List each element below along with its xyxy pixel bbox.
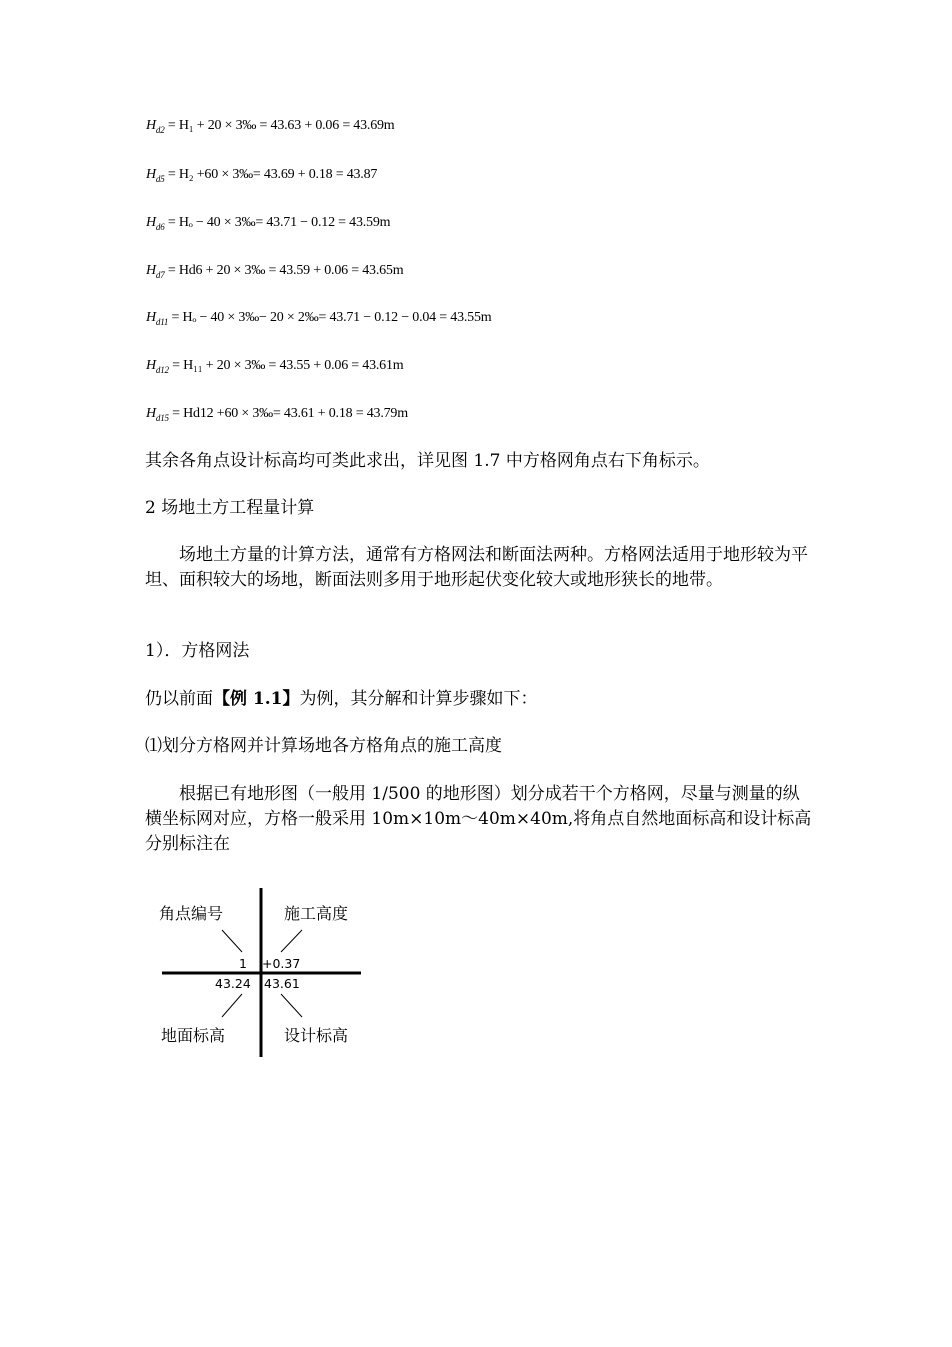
label-design-elevation: 设计标高 [284,1026,349,1045]
value-corner-no: 1 [239,956,247,971]
label-corner-no: 角点编号 [159,904,224,923]
formula-rhs: = Hₒ − 40 × 3‰= 43.71 − 0.12 = 43.59m [167,215,391,230]
step-heading-grid-division: ⑴划分方格网并计算场地各方格角点的施工高度 [145,736,502,756]
formula-hd6 [146,214,390,236]
formula-subscript: d11 [155,317,169,327]
formula-rhs: = Hd6 + 20 × 3‰ = 43.59 + 0.06 = 43.65m [167,263,404,278]
formula-symbol: H [146,167,156,182]
formula-rhs: = H₁₁ + 20 × 3‰ = 43.55 + 0.06 = 43.61m [172,358,404,373]
formula-symbol: H [146,310,156,325]
formula-hd12 [146,357,403,379]
formula-subscript: d7 [155,270,165,280]
pointer-line-construction-height [281,930,302,952]
paragraph-grid-division-description: 根据已有地形图（一般用 1/500 的地形图）划分成若干个方格网，尽量与测量的纵横坐标网对应，方格一般采用 10m×10m～40m×40m,将角点自然地面标高和设计标高分别标注在 [145,784,812,854]
formula-subscript: d15 [155,413,169,423]
example-text-post: 为例，其分解和计算步骤如下： [299,689,538,709]
example-reference-link: 【例 1.1】 [213,689,300,709]
corner-annotation-svg [150,885,380,1065]
formula-hd11 [146,309,491,331]
formula-subscript: d2 [155,125,165,135]
formula-symbol: H [146,406,156,421]
formula-symbol: H [146,118,156,133]
formula-hd7 [146,262,403,284]
formula-symbol: H [146,215,156,230]
formula-symbol: H [146,358,156,373]
formula-hd2 [146,117,395,139]
example-text-pre: 仍以前面 [145,689,213,709]
value-ground-elevation: 43.24 [215,976,251,991]
paragraph-example-reference [145,687,815,712]
pointer-line-design-elevation [281,994,302,1017]
label-construction-height: 施工高度 [284,904,349,923]
value-design-elevation: 43.61 [264,976,300,991]
paragraph-design-elevation-note: 其余各角点设计标高均可类此求出，详见图 1.7 中方格网角点右下角标示。 [145,451,710,471]
section-heading-earthwork: 2 场地土方工程量计算 [145,498,315,518]
label-ground-elevation: 地面标高 [161,1026,226,1045]
formula-symbol: H [146,263,156,278]
formula-hd15 [146,405,408,427]
formula-rhs: = Hd12 +60 × 3‰= 43.61 + 0.18 = 43.79m [172,406,408,421]
value-construction-height: +0.37 [262,956,301,971]
pointer-line-ground-elevation [222,994,242,1017]
corner-annotation-diagram [150,885,380,1065]
formula-subscript: d5 [155,174,165,184]
formula-rhs: = H₁ + 20 × 3‰ = 43.63 + 0.06 = 43.69m [167,118,395,133]
formula-hd5 [146,166,377,188]
paragraph-calculation-methods: 场地土方量的计算方法，通常有方格网法和断面法两种。方格网法适用于地形较为平坦、面积较大的场地，断面法则多用于地形起伏变化较大或地形狭长的地带。 [145,545,808,590]
pointer-line-corner-no [222,930,242,952]
formula-rhs: = H₂ +60 × 3‰= 43.69 + 0.18 = 43.87 [167,167,378,182]
subheading-grid-method: 1）．方格网法 [145,641,250,661]
formula-subscript: d12 [155,365,169,375]
formula-subscript: d6 [155,222,165,232]
formula-rhs: = Hₒ − 40 × 3‰− 20 × 2‰= 43.71 − 0.12 − 0.04 = 43.55m [171,310,492,325]
